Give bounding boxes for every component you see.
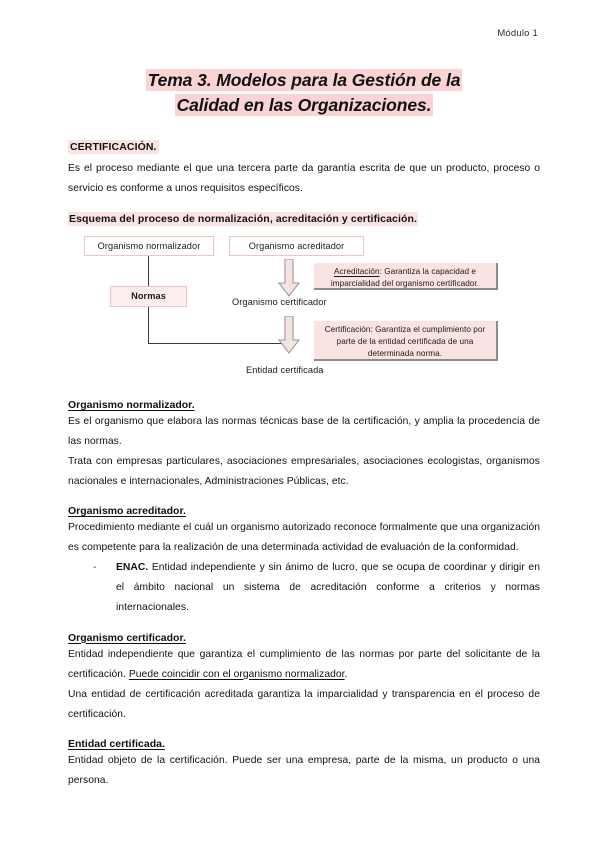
list-item-dash: - bbox=[93, 562, 97, 574]
paragraph-organismo-certificador-part2: . bbox=[344, 668, 348, 680]
paragraph-entidad-certificada-1: Entidad objeto de la certificación. Puede ser una empresa, parte de la misma, un producto o una persona. bbox=[68, 754, 540, 786]
list-organismo-acreditador bbox=[68, 558, 540, 618]
diagram-connector-horizontal bbox=[148, 343, 287, 344]
section-heading-certificacion bbox=[68, 141, 540, 153]
list-item-term: ENAC. bbox=[116, 562, 149, 574]
paragraph-organismo-normalizador-2: Trata con empresas particulares, asociaciones empresariales, asociaciones ecologistas, organismos nacionales e internacionales, Administraciones Públicas, etc. bbox=[68, 456, 540, 488]
term-entidad-certificada: Entidad certificada. bbox=[68, 737, 165, 750]
term-organismo-acreditador: Organismo acreditador. bbox=[68, 505, 186, 518]
paragraph-organismo-certificador-1 bbox=[68, 645, 540, 685]
section-heading-esquema bbox=[68, 213, 540, 225]
paragraph-organismo-certificador-underlined: Puede coincidir con el organismo normalizador bbox=[128, 668, 345, 680]
diagram-note-acreditacion bbox=[314, 263, 498, 290]
diagram-node-organismo-acreditador: Organismo acreditador bbox=[229, 236, 364, 256]
paragraph-certificacion: Es el proceso mediante el que una tercera parte da garantía escrita de que un producto, proceso o servicio es conforme a unos requisitos específicos. bbox=[68, 162, 540, 194]
section-heading-certificacion-text: CERTIFICACIÓN. bbox=[70, 140, 157, 153]
paragraph-organismo-certificador-part1: Entidad independiente que garantiza el cumplimiento de las normas por parte del solicitante de la certificación. bbox=[68, 648, 540, 680]
diagram-node-organismo-normalizador: Organismo normalizador bbox=[84, 236, 214, 256]
diagram-connector-normas-down bbox=[148, 307, 149, 344]
page-title bbox=[68, 68, 540, 118]
diagram-label-organismo-certificador: Organismo certificador bbox=[232, 296, 327, 307]
diagram-note-acreditacion-label: Acreditación bbox=[333, 266, 380, 276]
diagram-note-acreditacion-text: : Garantiza la capacidad e imparcialidad del organismo certificador. bbox=[330, 266, 480, 288]
diagram-arrow-down-1 bbox=[278, 259, 300, 297]
running-head: Módulo 1 bbox=[497, 28, 538, 39]
paragraph-organismo-certificador-2: Una entidad de certificación acreditada garantiza la imparcialidad y transparencia en el proceso de certificación. bbox=[68, 688, 540, 720]
section-heading-esquema-text: Esquema del proceso de normalización, acreditación y certificación. bbox=[69, 212, 418, 225]
term-organismo-certificador: Organismo certificador. bbox=[68, 631, 186, 644]
page-title-line-1: Tema 3. Modelos para la Gestión de la bbox=[147, 70, 461, 90]
diagram-connector-normalizador-to-normas bbox=[148, 256, 149, 286]
process-diagram bbox=[66, 234, 538, 386]
list-item-text: Entidad independiente y sin ánimo de lucro, que se ocupa de coordinar y dirigir en el ámbito nacional un sistema de acreditación conforme a criterios y normas internacionales. bbox=[116, 562, 540, 614]
paragraph-organismo-acreditador-1: Procedimiento mediante el cuál un organismo autorizado reconoce formalmente que una organización es competente para la realización de una determinada actividad de evaluación de la conformidad. bbox=[68, 522, 540, 554]
page-title-line-2: Calidad en las Organizaciones. bbox=[176, 94, 432, 115]
term-organismo-normalizador: Organismo normalizador. bbox=[68, 398, 195, 411]
diagram-node-normas: Normas bbox=[110, 286, 187, 307]
diagram-note-certificacion: Certificación: Garantiza el cumplimiento por parte de la entidad certificada de una determinada norma. bbox=[314, 321, 498, 361]
list-item bbox=[68, 558, 540, 618]
paragraph-organismo-normalizador-1: Es el organismo que elabora las normas técnicas base de la certificación, y amplia la procedencia de las normas. bbox=[68, 415, 540, 447]
diagram-arrow-down-2 bbox=[278, 316, 300, 354]
diagram-label-entidad-certificada: Entidad certificada bbox=[246, 364, 324, 375]
